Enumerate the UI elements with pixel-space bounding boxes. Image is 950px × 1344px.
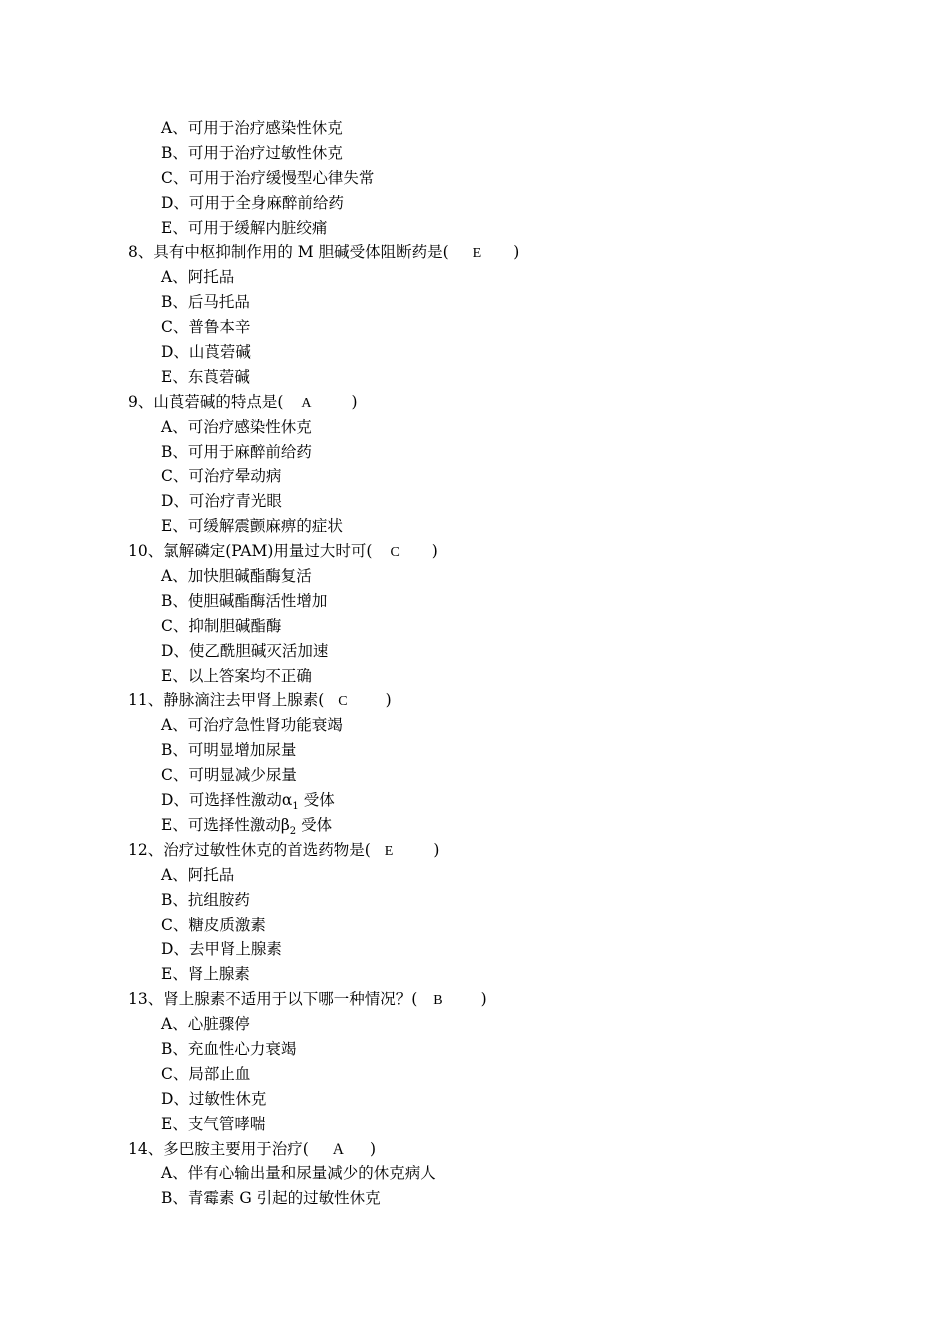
- question-stem: [0, 987, 950, 1012]
- option: D、使乙酰胆碱灭活加速: [161, 641, 329, 660]
- closing-paren: ): [433, 840, 440, 859]
- option: D、山莨菪碱: [161, 343, 251, 362]
- answer: A: [301, 395, 312, 411]
- closing-paren: ): [385, 691, 392, 710]
- option: B、后马托品: [161, 293, 250, 312]
- question-stem: [0, 539, 950, 564]
- option: A、心脏骤停: [161, 1015, 250, 1034]
- question-text: 11、静脉滴注去甲肾上腺素(: [128, 691, 325, 710]
- option: A、可治疗感染性休克: [161, 417, 312, 436]
- option: B、可用于治疗过敏性休克: [161, 143, 343, 162]
- option-text: 受体: [298, 791, 335, 810]
- option: E、东莨菪碱: [161, 367, 250, 386]
- option: D、过敏性休克: [161, 1089, 267, 1108]
- subscript: 1: [292, 801, 299, 813]
- option: [0, 788, 950, 813]
- question-text: 12、治疗过敏性休克的首选药物是(: [128, 840, 371, 859]
- option-text: E、可选择性激动β: [161, 815, 290, 834]
- option: B、充血性心力衰竭: [161, 1039, 297, 1058]
- option: B、可明显增加尿量: [161, 741, 297, 760]
- option: A、伴有心输出量和尿量减少的休克病人: [161, 1164, 436, 1183]
- document-page: [0, 116, 950, 1211]
- option: E、肾上腺素: [161, 965, 250, 984]
- answer: E: [472, 246, 482, 262]
- subscript: 2: [289, 825, 297, 837]
- option: C、可明显减少尿量: [161, 766, 297, 785]
- question-text: 13、肾上腺素不适用于以下哪一种情况？(: [128, 990, 418, 1009]
- question-stem: [0, 688, 950, 713]
- option: C、糖皮质激素: [161, 915, 266, 934]
- question-text: 9、山莨菪碱的特点是(: [128, 392, 284, 411]
- closing-paren: ): [480, 990, 487, 1009]
- option: A、阿托品: [161, 865, 235, 884]
- option: C、抑制胆碱酯酶: [161, 616, 282, 635]
- option-text: 受体: [296, 815, 333, 834]
- option: B、可用于麻醉前给药: [161, 442, 312, 461]
- question-stem: [0, 240, 950, 265]
- answer: A: [332, 1140, 344, 1158]
- option: D、去甲肾上腺素: [161, 940, 282, 959]
- option: C、可用于治疗缓慢型心律失常: [161, 168, 375, 187]
- option: A、加快胆碱酯酶复活: [161, 567, 312, 586]
- answer: C: [338, 694, 348, 710]
- closing-paren: ): [369, 1139, 377, 1158]
- option: E、以上答案均不正确: [161, 666, 312, 685]
- option: E、可用于缓解内脏绞痛: [161, 218, 328, 237]
- closing-paren: ): [351, 392, 358, 411]
- question-stem: [0, 390, 950, 415]
- option: C、局部止血: [161, 1064, 251, 1083]
- option: B、抗组胺药: [161, 890, 250, 909]
- answer: B: [433, 993, 443, 1009]
- answer: C: [390, 545, 400, 561]
- question-text: 14、多巴胺主要用于治疗(: [128, 1139, 309, 1158]
- option: B、青霉素 G 引起的过敏性休克: [161, 1189, 381, 1208]
- option-text: D、可选择性激动α: [161, 791, 293, 810]
- option: A、阿托品: [161, 268, 235, 287]
- question-stem: [0, 1137, 950, 1162]
- option: C、普鲁本辛: [161, 318, 251, 337]
- option: E、支气管哮喘: [161, 1114, 266, 1133]
- option: A、可用于治疗感染性休克: [161, 119, 343, 137]
- option: B、使胆碱酯酶活性增加: [161, 591, 328, 610]
- question-stem: [0, 838, 950, 863]
- option: D、可治疗青光眼: [161, 492, 282, 511]
- option: E、可缓解震颤麻痹的症状: [161, 517, 343, 536]
- option: [0, 813, 950, 838]
- answer: E: [384, 843, 394, 859]
- closing-paren: ): [513, 243, 520, 262]
- question-text: 10、氯解磷定(PAM)用量过大时可(: [128, 542, 373, 561]
- closing-paren: ): [431, 542, 438, 561]
- option: C、可治疗晕动病: [161, 467, 282, 486]
- option: A、可治疗急性肾功能衰竭: [161, 716, 343, 735]
- option: D、可用于全身麻醉前给药: [161, 193, 344, 212]
- question-text: 8、具有中枢抑制作用的 M 胆碱受体阻断药是(: [128, 243, 449, 262]
